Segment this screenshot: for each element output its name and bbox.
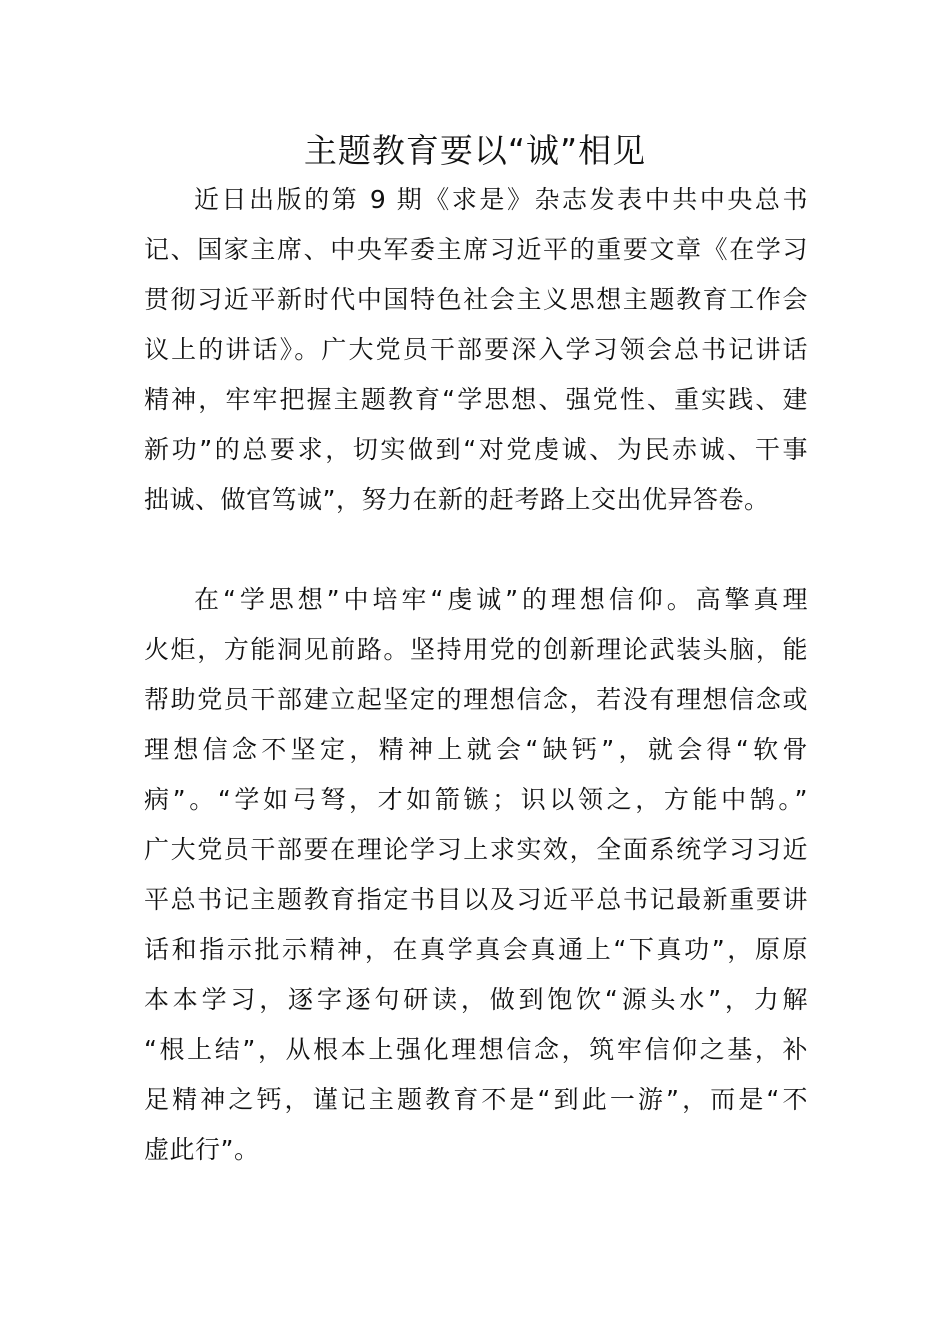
text-line: 精神，牢牢把握主题教育“学思想、强党性、重实践、建 — [144, 385, 808, 414]
text-line: 议上的讲话》。广大党员干部要深入学习领会总书记讲话 — [144, 335, 808, 364]
text-line: 新功”的总要求，切实做到“对党虔诚、为民赤诚、干事 — [144, 435, 808, 464]
text-line: 近日出版的第 9 期《求是》杂志发表中共中央总书 — [194, 185, 808, 214]
text-line: “根上结”，从根本上强化理想信念，筑牢信仰之基，补 — [144, 1035, 808, 1064]
text-line: 平总书记主题教育指定书目以及习近平总书记最新重要讲 — [144, 885, 808, 914]
text-line: 拙诚、做官笃诚”，努力在新的赶考路上交出优异答卷。 — [144, 485, 770, 514]
text-line: 记、国家主席、中央军委主席习近平的重要文章《在学习 — [144, 235, 808, 264]
text-line: 理想信念不坚定，精神上就会“缺钙”，就会得“软骨 — [144, 735, 808, 764]
text-line: 帮助党员干部建立起坚定的理想信念，若没有理想信念或 — [144, 685, 808, 714]
text-line: 火炬，方能洞见前路。坚持用党的创新理论武装头脑，能 — [144, 635, 808, 664]
text-line: 话和指示批示精神，在真学真会真通上“下真功”，原原 — [144, 935, 808, 964]
text-line: 足精神之钙，谨记主题教育不是“到此一游”，而是“不 — [144, 1085, 808, 1114]
document-title: 主题教育要以“诚”相见 — [303, 131, 647, 170]
text-line: 虚此行”。 — [144, 1135, 260, 1164]
paragraph-intro — [144, 175, 808, 525]
text-line: 本本学习，逐字逐句研读，做到饱饮“源头水”，力解 — [144, 985, 808, 1014]
text-line: 广大党员干部要在理论学习上求实效，全面系统学习习近 — [144, 835, 808, 864]
text-line: 病”。“学如弓弩，才如箭镞；识以领之，方能中鹄。” — [144, 785, 808, 814]
text-line: 贯彻习近平新时代中国特色社会主义思想主题教育工作会 — [144, 285, 808, 314]
paragraph-belief — [144, 575, 808, 1175]
text-line: 在“学思想”中培牢“虔诚”的理想信仰。高擎真理 — [194, 585, 808, 614]
